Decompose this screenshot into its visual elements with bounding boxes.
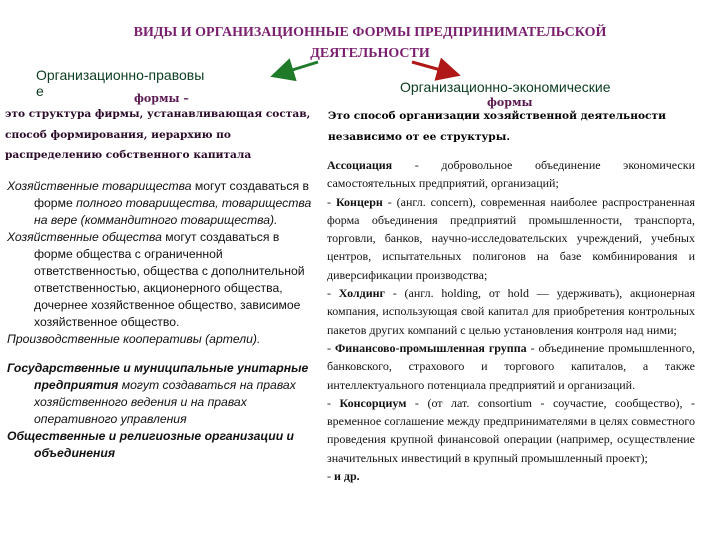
right-definition: Это способ организации хозяйственной деятельности независимо от ее структуры. xyxy=(328,110,666,143)
item-prefix: - xyxy=(327,340,335,355)
list-item xyxy=(327,394,695,467)
item-term: Ассоциация xyxy=(327,158,393,172)
item-term: Хозяйственные общества xyxy=(7,230,162,244)
legal-forms-list xyxy=(7,178,317,462)
item-prefix: - xyxy=(327,194,336,209)
item-text: - добровольное объединение экономически самостоятельных предприятий, организаций; xyxy=(327,158,695,191)
list-item xyxy=(7,360,317,428)
arrow-right-icon xyxy=(412,62,455,74)
item-text: - объединение промышленного, банковского, страхового и торгового капиталов, а также интеллектуального потенциала предприятий и организаций. xyxy=(327,340,695,392)
list-item xyxy=(7,229,317,331)
list-item xyxy=(327,339,695,394)
list-item xyxy=(7,428,317,462)
left-heading-line-1: Организационно-правовы xyxy=(36,67,205,83)
left-forms-label: формы – xyxy=(134,92,189,105)
item-text: - (от лат. consortium - соучастие, сообщество), - временное соглашение между предпринимателями в целях совместного проведения крупной финансовой операции (например, осуществление значительных инвестиций в крупный промышленный проект); xyxy=(327,395,696,465)
list-item xyxy=(327,284,695,339)
item-term: Общественные и религиозные организации и объединения xyxy=(7,429,294,460)
left-heading-line-2: е xyxy=(36,83,44,99)
item-text: могут создаваться в форме xyxy=(34,179,309,210)
item-term: Консорциум xyxy=(339,395,407,410)
item-prefix: - xyxy=(327,469,334,484)
right-heading: Организационно-экономические xyxy=(400,79,611,95)
item-term: Хозяйственные товарищества xyxy=(7,179,192,193)
item-prefix: - xyxy=(327,395,340,410)
right-forms-label: формы xyxy=(487,96,533,109)
item-term: Холдинг xyxy=(338,286,385,301)
item-term: Финансово-промышленная группа xyxy=(334,340,527,355)
economic-forms-list xyxy=(327,156,695,485)
item-prefix: - xyxy=(327,286,339,301)
item-term: Производственные кооперативы xyxy=(7,332,202,346)
item-term: Государственные и муниципальные унитарные предприятия xyxy=(7,361,309,392)
list-item xyxy=(327,193,695,284)
left-definition: это структура фирмы, устанавливающая состав, способ формирования, иерархию по распределению собственного капитала xyxy=(5,108,311,161)
title-line-2: ДЕЯТЕЛЬНОСТИ xyxy=(310,46,430,61)
item-text-italic: полного товарищества, товарищества на вере (коммандитного товарищества). xyxy=(34,196,312,227)
list-item xyxy=(327,156,695,193)
item-text: - (англ. concern), современная наиболее распространенная форма объединения предприятий промышленности, транспорта, торговли, банков, научно-исследовательских учреждений, учебных центров, испытательных полигонов на базе комбинирования и диверсификации производства; xyxy=(327,194,695,282)
left-heading xyxy=(36,67,268,105)
item-term: и др. xyxy=(334,469,360,484)
item-text: (артели). xyxy=(201,332,261,346)
list-item xyxy=(327,467,695,485)
item-text: могут создаваться в форме общества с ограниченной ответственностью, общества с дополнительной ответственностью, акционерного общества, дочернее хозяйственное общество, зависимое хозяйственное общество. xyxy=(34,230,305,329)
arrow-left-icon xyxy=(276,62,318,75)
list-item xyxy=(7,331,317,348)
title-line-1: ВИДЫ И ОРГАНИЗАЦИОННЫЕ ФОРМЫ ПРЕДПРИНИМАТЕЛЬСКОЙ xyxy=(133,25,607,40)
list-item xyxy=(7,178,317,229)
item-text: могут создаваться на правах хозяйственного ведения и на правах оперативного управления xyxy=(34,378,296,426)
item-term: Концерн xyxy=(335,194,383,209)
item-text: - (англ. holding, от hold — удерживать), акционерная компания, использующая свой капитал для приобретения контрольных пакетов других компаний с целью установления контроля над ними; xyxy=(327,286,695,337)
